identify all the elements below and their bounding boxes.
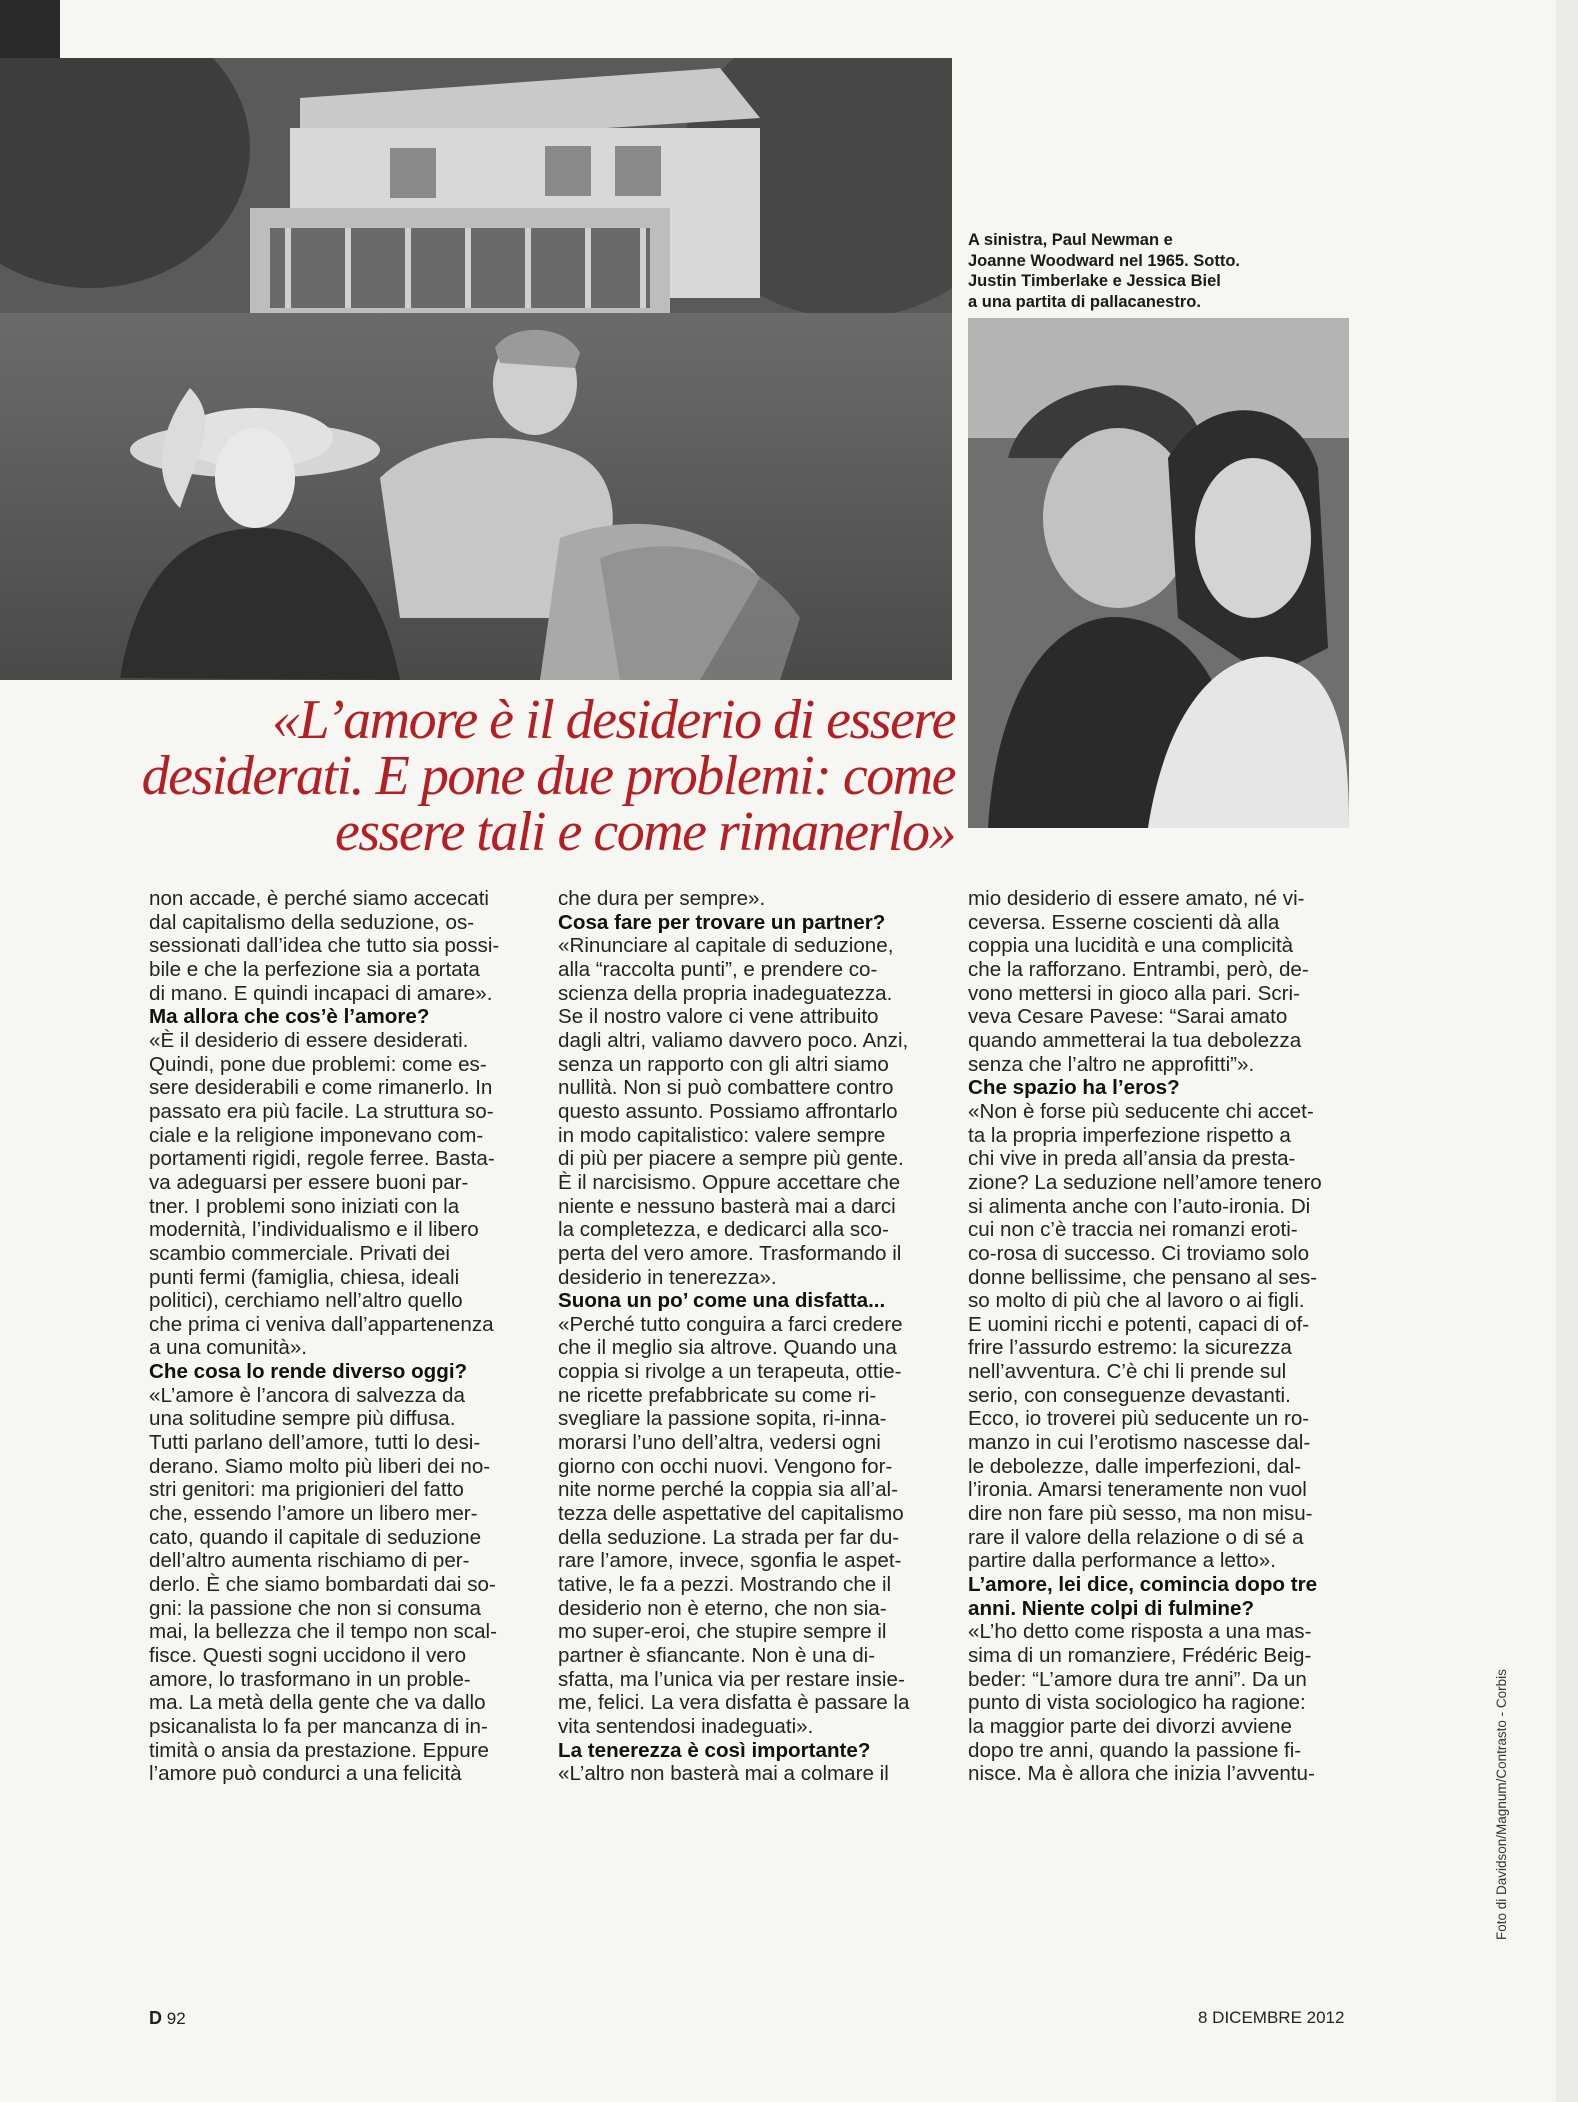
article-line: ma. La metà della gente che va dallo — [149, 1691, 486, 1715]
article-line: desiderio in tenerezza». — [558, 1265, 777, 1289]
article-line: beder: “L’amore dura tre anni”. Da un — [968, 1667, 1307, 1691]
pull-quote-line: essere tali e come rimanerlo» — [334, 801, 955, 863]
article-line: serio, con conseguenze devastanti. — [968, 1383, 1291, 1407]
article-line: sessionati dall’idea che tutto sia possi- — [149, 934, 500, 958]
article-line: coppia si rivolge a un terapeuta, ottie- — [558, 1360, 902, 1384]
pull-quote-line: desiderati. E pone due problemi: come — [141, 745, 955, 807]
interview-question: anni. Niente colpi di fulmine? — [968, 1596, 1255, 1620]
magazine-letter: D — [149, 2008, 162, 2028]
article-line: partire dalla performance a letto». — [968, 1549, 1276, 1573]
article-line: bile e che la perfezione sia a portata — [149, 957, 480, 981]
article-line: niente e nessuno basterà mai a darci — [558, 1194, 896, 1218]
article-line: È il narcisismo. Oppure accettare che — [558, 1170, 901, 1194]
article-line: ne ricette prefabbricate su come ri- — [558, 1383, 877, 1407]
article-line: sima di un romanziere, Frédéric Beig- — [968, 1644, 1312, 1667]
article-line: ciale e la religione imponevano com- — [149, 1123, 484, 1147]
article-line: portamenti rigidi, regole ferree. Basta- — [149, 1147, 495, 1171]
article-line: politici), cerchiamo nell’altro quello — [149, 1289, 463, 1313]
article-line: che il meglio sia altrove. Quando una — [558, 1336, 897, 1360]
article-line: frire l’assurdo estremo: la sicurezza — [968, 1336, 1292, 1360]
article-line: manzo in cui l’erotismo nascesse dal- — [968, 1431, 1311, 1455]
article-line: non accade, è perché siamo accecati — [149, 887, 489, 910]
caption-line: Joanne Woodward nel 1965. Sotto. — [968, 251, 1240, 270]
article-line: «L’altro non basterà mai a colmare il — [558, 1762, 889, 1786]
article-line: veva Cesare Pavese: “Sarai amato — [968, 1005, 1288, 1029]
article-line: timità o ansia da prestazione. Eppure — [149, 1738, 489, 1762]
article-line: coppia una lucidità e una complicità — [968, 934, 1294, 958]
article-line: mai, la bellezza che il tempo non scal- — [149, 1620, 497, 1644]
article-line: Se il nostro valore ci vene attribuito — [558, 1005, 879, 1029]
article-line: tative, le fa a pezzi. Mostrando che il — [558, 1573, 892, 1597]
article-line: punti fermi (famiglia, chiesa, ideali — [149, 1265, 460, 1289]
article-line: fisce. Questi sogni uccidono il vero — [149, 1644, 467, 1667]
photo-credit: Foto di Davidson/Magnum/Contrasto - Corbis — [1494, 1669, 1509, 1940]
article-line: morarsi l’uno dell’altra, vedersi ogni — [558, 1431, 881, 1455]
article-line: dire non fare più sesso, ma non misu- — [968, 1502, 1313, 1526]
article-line: Quindi, pone due problemi: come es- — [149, 1052, 487, 1076]
article-line: «È il desiderio di essere desiderati. — [149, 1028, 469, 1052]
issue-date: 8 DICEMBRE 2012 — [1198, 2008, 1345, 2027]
article-line: cui non c’è traccia nei romanzi eroti- — [968, 1218, 1298, 1242]
article-line: chi vive in preda all’ansia da presta- — [968, 1147, 1296, 1171]
article-line: di mano. E quindi incapaci di amare». — [149, 981, 493, 1005]
article-line: sfatta, ma l’unica via per restare insie- — [558, 1667, 905, 1691]
article-line: che, essendo l’amore un libero mer- — [149, 1502, 478, 1526]
article-line: senza un rapporto con gli altri siamo — [558, 1052, 889, 1076]
photo-caption — [968, 230, 1348, 312]
page-number: 92 — [166, 2009, 186, 2028]
article-line: perta del vero amore. Trasformando il — [558, 1241, 902, 1265]
article-line: senza che l’altro ne approfitti”». — [968, 1052, 1255, 1076]
article-line: partner è sfiancante. Non è una di- — [558, 1644, 876, 1667]
article-line: che la rafforzano. Entrambi, però, de- — [968, 957, 1309, 981]
article-line: svegliare la passione sopita, ri-inna- — [558, 1407, 887, 1431]
article-line: psicanalista lo fa per mancanza di in- — [149, 1714, 488, 1738]
article-line: nullità. Non si può combattere contro — [558, 1076, 894, 1100]
article-line: «Rinunciare al capitale di seduzione, — [558, 934, 894, 958]
article-line: ceversa. Esserne coscienti dà alla — [968, 910, 1280, 934]
article-line: zione? La seduzione nell’amore tenero — [968, 1170, 1322, 1194]
pull-quote-line: «L’amore è il desiderio di essere — [271, 689, 955, 751]
article-line: «L’ho detto come risposta a una mas- — [968, 1620, 1312, 1644]
article-line: tezza delle aspettative del capitalismo — [558, 1502, 904, 1526]
article-line: E uomini ricchi e potenti, capaci di of- — [968, 1312, 1310, 1336]
article-line: desiderio non è eterno, che non sia- — [558, 1596, 887, 1620]
article-line: vita sentendosi inadeguati». — [558, 1714, 814, 1738]
article-line: nite norme perché la coppia sia all’al- — [558, 1478, 898, 1502]
article-line: che dura per sempre». — [558, 887, 766, 910]
article-line: le debolezze, dalle imperfezioni, dal- — [968, 1454, 1302, 1478]
article-line: l’amore può condurci a una felicità — [149, 1762, 462, 1786]
article-line: questo assunto. Possiamo affrontarlo — [558, 1099, 898, 1123]
caption-line: a una partita di pallacanestro. — [968, 292, 1201, 311]
interview-question: L’amore, lei dice, comincia dopo tre — [968, 1573, 1318, 1597]
article-line: a una comunità». — [149, 1336, 307, 1360]
article-line: va adeguarsi per essere buoni par- — [149, 1170, 469, 1194]
article-line: Ecco, io troverei più seducente un ro- — [968, 1407, 1310, 1431]
article-line: scienza della propria inadeguatezza. — [558, 981, 893, 1005]
article-line: me, felici. La vera disfatta è passare la — [558, 1691, 910, 1715]
interview-question: Che cosa lo rende diverso oggi? — [149, 1360, 468, 1384]
article-line: donne bellissime, che pensano al ses- — [968, 1265, 1318, 1289]
interview-question: Che spazio ha l’eros? — [968, 1076, 1180, 1100]
interview-question: Ma allora che cos’è l’amore? — [149, 1005, 430, 1029]
article-line: punto di vista sociologico ha ragione: — [968, 1691, 1306, 1715]
pull-quote — [130, 689, 955, 863]
article-line: la completezza, e dedicarci alla sco- — [558, 1218, 889, 1242]
article-line: «L’amore è l’ancora di salvezza da — [149, 1383, 465, 1407]
text-column-3 — [968, 887, 1358, 1786]
article-line: vono mettersi in gioco alla pari. Scri- — [968, 981, 1300, 1005]
article-line: che prima ci veniva dall’appartenenza — [149, 1312, 494, 1336]
article-line: di più per piacere a sempre più gente. — [558, 1147, 904, 1171]
article-line: dal capitalismo della seduzione, os- — [149, 910, 475, 934]
article-line: quando ammetterai la tua debolezza — [968, 1028, 1302, 1052]
article-line: «Non è forse più seducente chi accet- — [968, 1099, 1314, 1123]
article-line: dell’altro aumenta rischiamo di per- — [149, 1549, 470, 1573]
article-line: in modo capitalistico: valere sempre — [558, 1123, 886, 1147]
article-line: derano. Siamo molto più liberi dei no- — [149, 1454, 491, 1478]
article-line: co-rosa di successo. Ci troviamo solo — [968, 1241, 1310, 1265]
caption-line: A sinistra, Paul Newman e — [968, 231, 1173, 249]
article-line: cato, quando il capitale di seduzione — [149, 1525, 482, 1549]
interview-question: Suona un po’ come una disfatta... — [558, 1289, 886, 1313]
article-line: mo super-eroi, che stupire sempre il — [558, 1620, 887, 1644]
caption-line: Justin Timberlake e Jessica Biel — [968, 272, 1221, 290]
article-line: passato era più facile. La struttura so- — [149, 1099, 494, 1123]
text-column-1 — [149, 887, 539, 1786]
article-line: dopo tre anni, quando la passione fi- — [968, 1738, 1302, 1762]
article-line: ta la propria imperfezione rispetto a — [968, 1123, 1291, 1147]
photo-timberlake-biel — [968, 318, 1349, 828]
article-line: si alimenta anche con l’auto-ironia. Di — [968, 1194, 1311, 1218]
article-line: so molto di più che al lavoro o ai figli. — [968, 1289, 1305, 1313]
article-line: «Perché tutto conguira a farci credere — [558, 1312, 903, 1336]
article-line: dagli altri, valiamo davvero poco. Anzi, — [558, 1028, 909, 1052]
article-line: una solitudine sempre più diffusa. — [149, 1407, 456, 1431]
article-line: nell’avventura. C’è chi li prende sul — [968, 1360, 1287, 1384]
interview-question: La tenerezza è così importante? — [558, 1738, 871, 1762]
article-line: stri genitori: ma prigionieri del fatto — [149, 1478, 464, 1502]
interview-question: Cosa fare per trovare un partner? — [558, 910, 886, 934]
article-line: la maggior parte dei divorzi avviene — [968, 1714, 1292, 1738]
page-folio — [149, 2008, 186, 2029]
article-line: rare l’amore, invece, sgonfia le aspet- — [558, 1549, 902, 1573]
article-line: amore, lo trasformano in un proble- — [149, 1667, 471, 1691]
article-line: l’ironia. Amarsi teneramente non vuol — [968, 1478, 1307, 1502]
article-line: scambio commerciale. Privati dei — [149, 1241, 450, 1265]
article-line: tner. I problemi sono iniziati con la — [149, 1194, 460, 1218]
article-line: Tutti parlano dell’amore, tutti lo desi- — [149, 1431, 481, 1455]
article-line: rare il valore della relazione o di sé a — [968, 1525, 1304, 1549]
article-line: modernità, l’individualismo e il libero — [149, 1218, 479, 1242]
photo-newman-woodward — [0, 58, 952, 680]
article-line: alla “raccolta punti”, e prendere co- — [558, 957, 878, 981]
article-line: della seduzione. La strada per far du- — [558, 1525, 900, 1549]
article-line: nisce. Ma è allora che inizia l’avventu- — [968, 1762, 1315, 1786]
article-line: sere desiderabili e come rimanerlo. In — [149, 1076, 493, 1100]
article-line: gni: la passione che non si consuma — [149, 1596, 481, 1620]
article-line: derlo. È che siamo bombardati dai so- — [149, 1573, 496, 1597]
article-line: mio desiderio di essere amato, né vi- — [968, 887, 1305, 910]
text-column-2 — [558, 887, 948, 1786]
scan-edge — [0, 0, 60, 58]
article-line: giorno con occhi nuovi. Vengono for- — [558, 1454, 893, 1478]
